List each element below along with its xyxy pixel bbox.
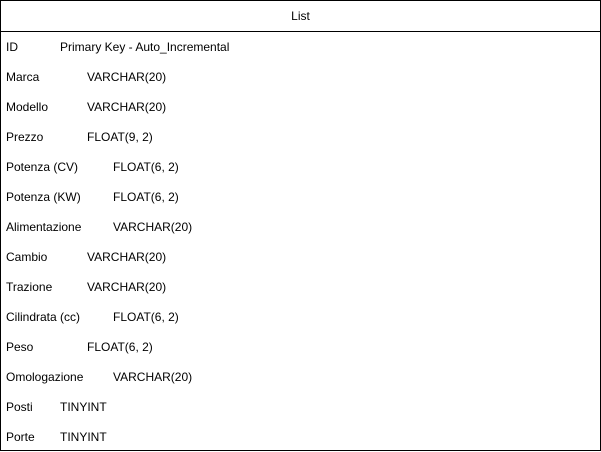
- field-name: Omologazione: [6, 370, 84, 384]
- field-name: ID: [6, 40, 18, 54]
- field-row[interactable]: [1, 92, 600, 122]
- field-name: Prezzo: [6, 130, 44, 144]
- field-type: VARCHAR(20): [87, 70, 167, 84]
- field-type: FLOAT(6, 2): [113, 160, 179, 174]
- field-row[interactable]: [1, 212, 600, 242]
- field-name: Potenza (KW): [6, 190, 81, 204]
- field-row[interactable]: [1, 362, 600, 392]
- field-row[interactable]: [1, 182, 600, 212]
- field-row[interactable]: [1, 62, 600, 92]
- field-type: TINYINT: [60, 430, 107, 444]
- field-row[interactable]: [1, 272, 600, 302]
- table-header[interactable]: [1, 1, 600, 32]
- field-name: Cambio: [6, 250, 48, 264]
- field-name: Potenza (CV): [6, 160, 79, 174]
- field-row[interactable]: [1, 242, 600, 272]
- field-row[interactable]: [1, 332, 600, 362]
- field-type: TINYINT: [60, 400, 107, 414]
- field-type: VARCHAR(20): [113, 370, 193, 384]
- field-type: VARCHAR(20): [87, 280, 167, 294]
- field-type: VARCHAR(20): [87, 250, 167, 264]
- field-name: Posti: [6, 400, 33, 414]
- field-name: Peso: [6, 340, 34, 354]
- field-type: VARCHAR(20): [87, 100, 167, 114]
- field-name: Modello: [6, 100, 49, 114]
- field-type: FLOAT(6, 2): [87, 340, 153, 354]
- field-row[interactable]: [1, 122, 600, 152]
- field-row[interactable]: [1, 392, 600, 422]
- field-name: Alimentazione: [6, 220, 82, 234]
- field-row[interactable]: [1, 152, 600, 182]
- field-row[interactable]: [1, 422, 600, 452]
- field-row[interactable]: [1, 32, 600, 62]
- field-name: Marca: [6, 70, 40, 84]
- table-title: List: [291, 9, 310, 23]
- field-name: Cilindrata (cc): [6, 310, 81, 324]
- field-type: VARCHAR(20): [113, 220, 193, 234]
- field-name: Trazione: [6, 280, 53, 294]
- field-name: Porte: [6, 430, 35, 444]
- field-type: Primary Key - Auto_Incremental: [60, 40, 230, 54]
- field-type: FLOAT(9, 2): [87, 130, 153, 144]
- field-row[interactable]: [1, 302, 600, 332]
- field-type: FLOAT(6, 2): [113, 310, 179, 324]
- field-type: FLOAT(6, 2): [113, 190, 179, 204]
